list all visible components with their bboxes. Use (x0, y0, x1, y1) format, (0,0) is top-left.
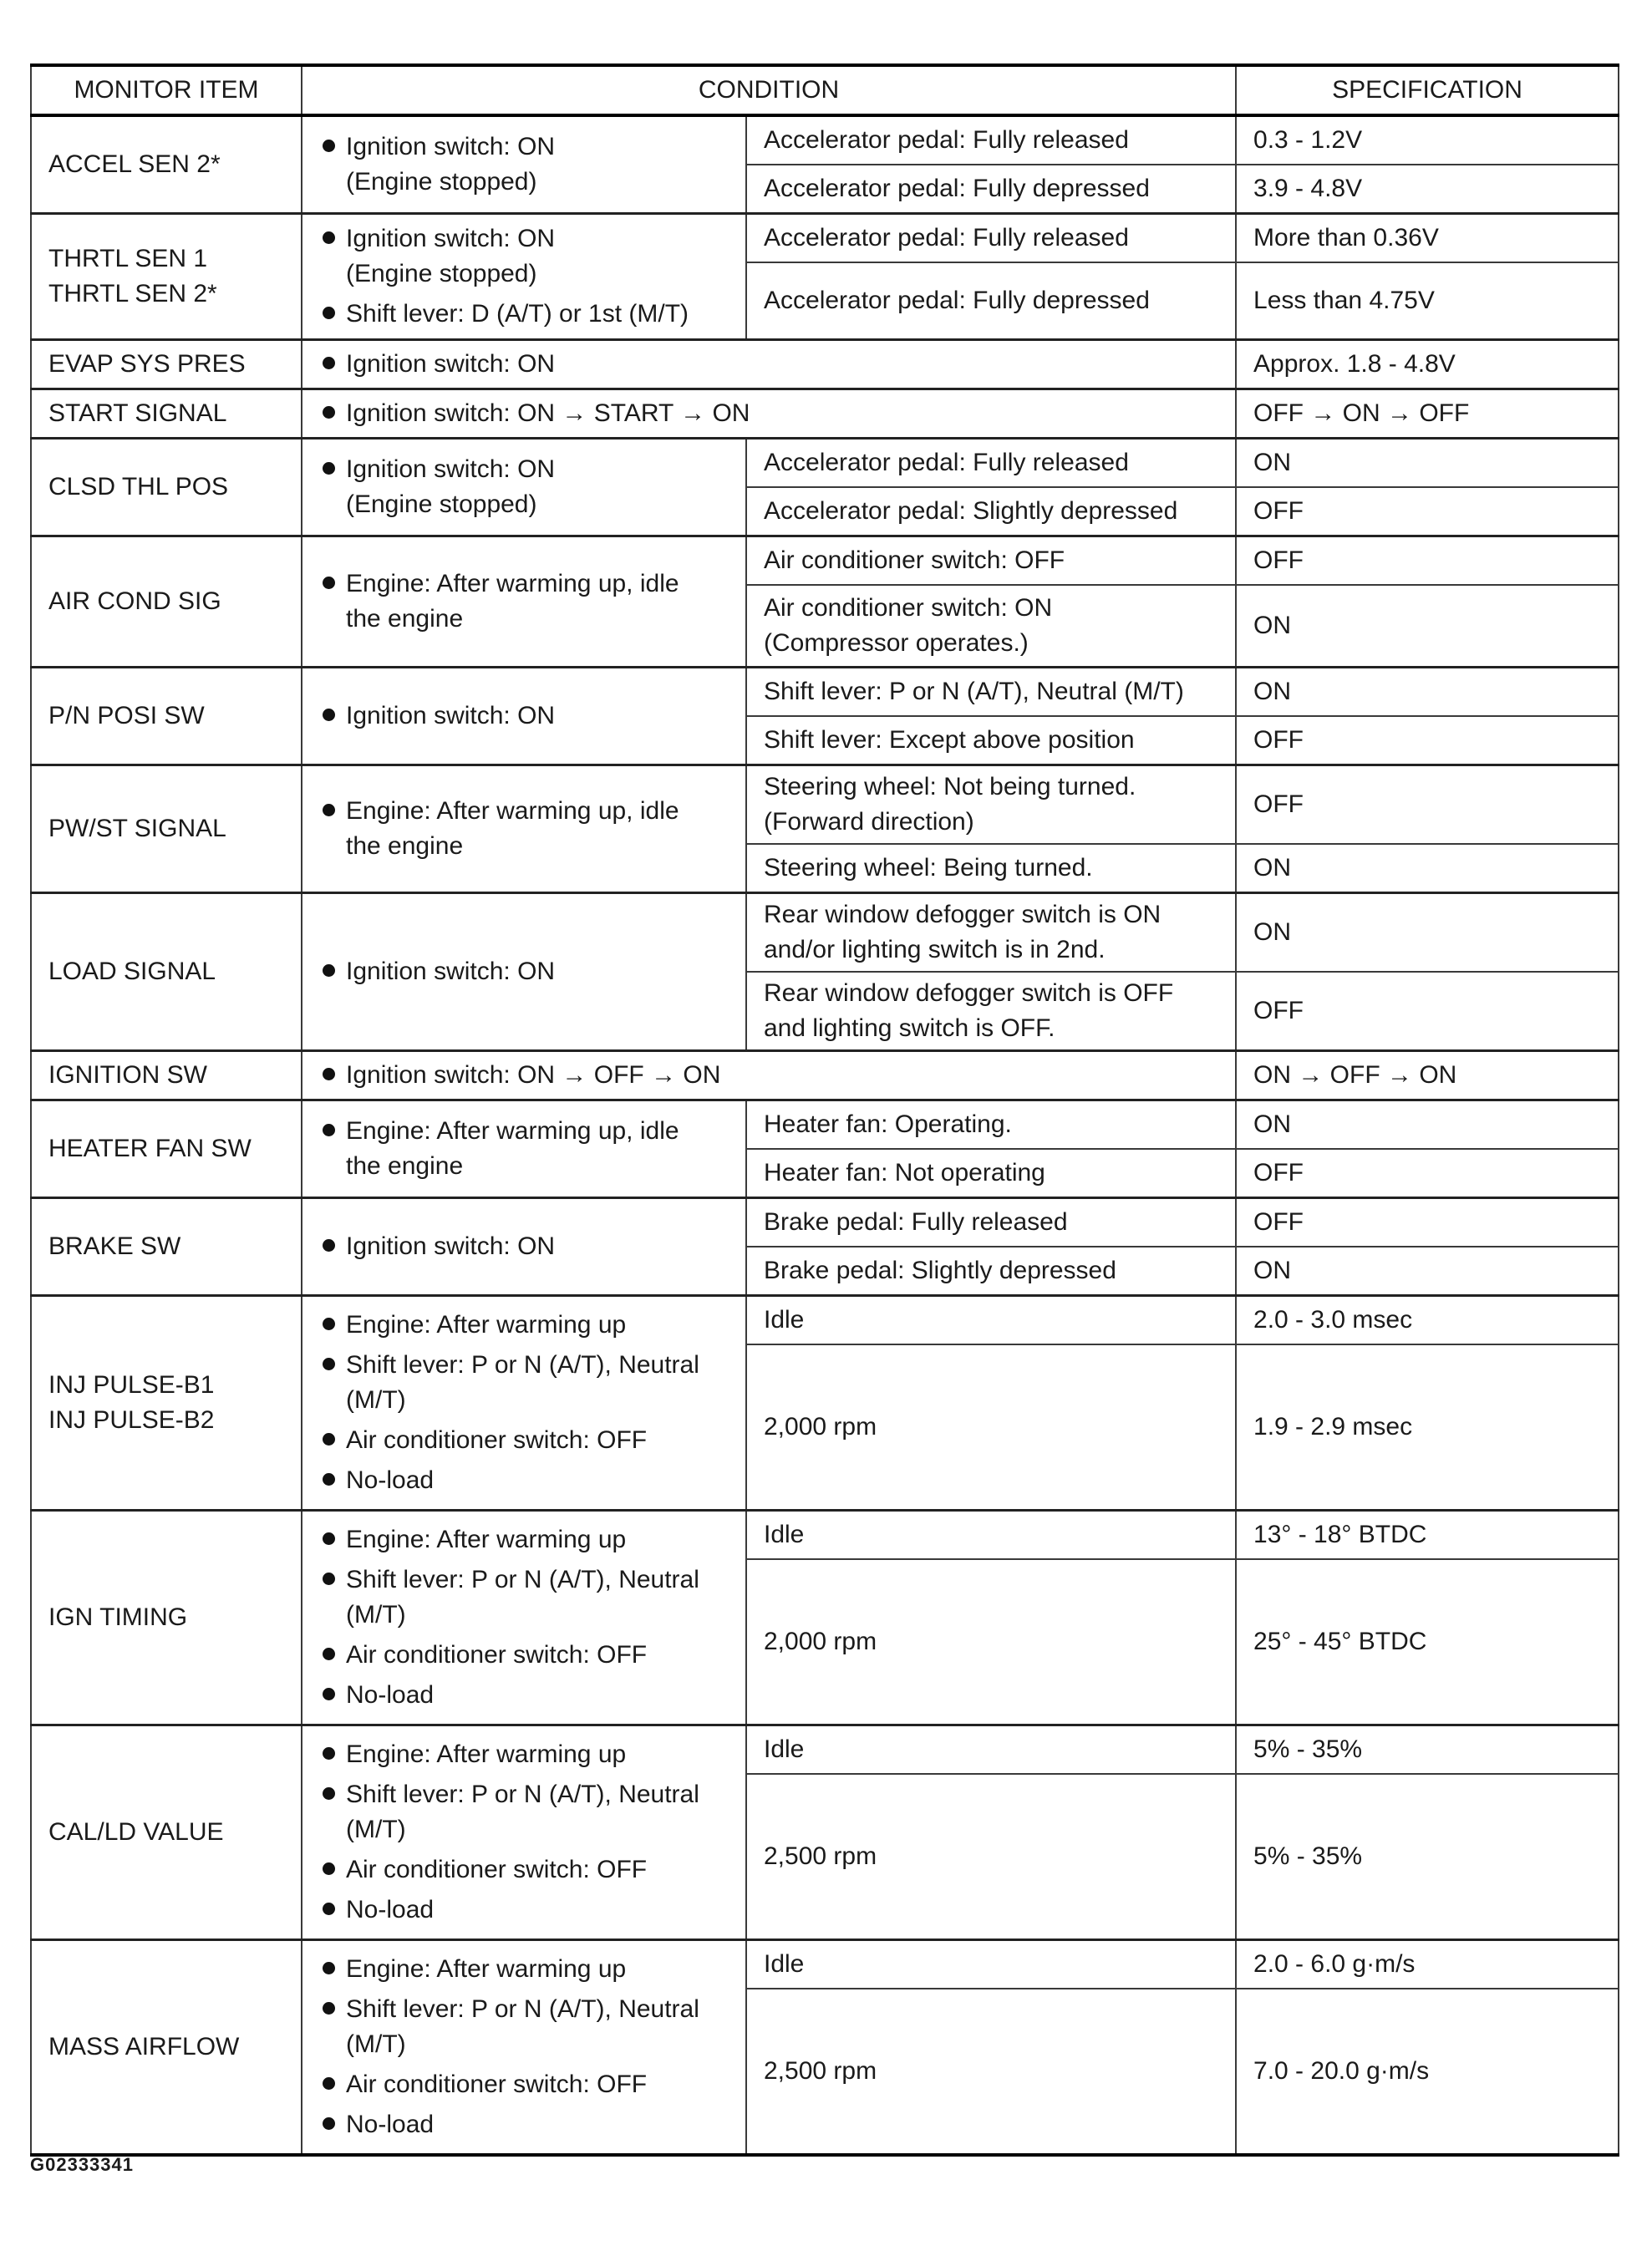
condition-cell (302, 389, 1236, 439)
condition-text: Engine: After warming up (346, 1740, 627, 1768)
specification-cell: 0.3 - 1.2V (1236, 115, 1619, 165)
bullet-icon (323, 1532, 335, 1545)
condition-item (319, 1229, 729, 1264)
sub-condition-cell: Rear window defogger switch is ON and/or lighting switch is in 2nd. (746, 893, 1236, 973)
condition-item (319, 1992, 729, 2062)
monitor-item-cell (31, 389, 302, 439)
specification-cell: 5% - 35% (1236, 1774, 1619, 1940)
monitor-item-label: PW/ST SIGNAL (48, 815, 226, 842)
specification-cell: OFF (1236, 716, 1619, 765)
bullet-icon (323, 1648, 335, 1660)
condition-text: Air conditioner switch: OFF (346, 1856, 648, 1883)
condition-item (319, 1777, 729, 1847)
bullet-icon (323, 1124, 335, 1136)
specification-cell: 3.9 - 4.8V (1236, 165, 1619, 214)
monitor-item-cell (31, 1296, 302, 1511)
specification-cell: 2.0 - 6.0 g·m/s (1236, 1940, 1619, 1989)
table-row (31, 115, 1619, 165)
monitor-item-cell (31, 668, 302, 765)
specification-cell: ON (1236, 668, 1619, 717)
condition-text: Ignition switch: ON → OFF → ON (346, 1061, 721, 1089)
bullet-icon (323, 1962, 335, 1974)
bullet-icon (323, 1239, 335, 1252)
table-row (31, 1511, 1619, 1560)
condition-list (319, 1952, 729, 2142)
bullet-icon (323, 804, 335, 816)
bullet-icon (323, 1747, 335, 1760)
condition-item (319, 1952, 729, 1987)
condition-list (319, 1308, 729, 1498)
condition-list (319, 130, 729, 200)
condition-text: Ignition switch: ON → START → ON (346, 399, 750, 427)
condition-cell (302, 1940, 746, 2156)
condition-item (319, 1058, 1218, 1093)
bullet-icon (323, 462, 335, 475)
monitor-item-cell (31, 893, 302, 1051)
monitor-item-cell (31, 1511, 302, 1725)
sub-condition-cell: Steering wheel: Not being turned. (Forward direction) (746, 765, 1236, 845)
sub-condition-cell: Shift lever: Except above position (746, 716, 1236, 765)
condition-list (319, 347, 1218, 382)
sub-condition-cell: Accelerator pedal: Fully released (746, 214, 1236, 263)
specification-cell: OFF (1236, 765, 1619, 845)
sub-condition-cell: Shift lever: P or N (A/T), Neutral (M/T) (746, 668, 1236, 717)
monitor-item-label: THRTL SEN 2* (48, 280, 217, 307)
condition-item (319, 1114, 729, 1184)
bullet-icon (323, 1473, 335, 1486)
monitor-item-cell (31, 1051, 302, 1100)
table-row (31, 214, 1619, 263)
table-row (31, 389, 1619, 439)
monitor-item-cell (31, 765, 302, 893)
condition-item (319, 567, 729, 637)
bullet-icon (323, 2117, 335, 2130)
monitor-item-cell (31, 1100, 302, 1198)
condition-text: Engine: After warming up, idle the engine (346, 570, 679, 633)
sub-condition-cell: Air conditioner switch: OFF (746, 536, 1236, 586)
specification-cell: OFF (1236, 1198, 1619, 1247)
condition-item (319, 1737, 729, 1772)
condition-text: Engine: After warming up (346, 1526, 627, 1553)
condition-item (319, 130, 729, 200)
bullet-icon (323, 1358, 335, 1370)
monitor-item-label: INJ PULSE-B1 (48, 1371, 215, 1399)
specification-cell: ON (1236, 1247, 1619, 1296)
condition-item (319, 954, 729, 989)
condition-item (319, 297, 729, 332)
figure-code: G02333341 (30, 2154, 134, 2175)
sub-condition-cell: Air conditioner switch: ON (Compressor operates.) (746, 585, 1236, 668)
sub-condition-cell: 2,500 rpm (746, 1989, 1236, 2155)
condition-text: Ignition switch: ON (346, 1232, 556, 1260)
sub-condition-cell: Accelerator pedal: Fully depressed (746, 165, 1236, 214)
monitor-item-cell (31, 340, 302, 389)
bullet-icon (323, 307, 335, 319)
condition-cell (302, 1051, 1236, 1100)
condition-cell (302, 1296, 746, 1511)
condition-text: Air conditioner switch: OFF (346, 1426, 648, 1454)
condition-list (319, 699, 729, 734)
condition-text: No-load (346, 1466, 435, 1494)
specification-cell: ON (1236, 844, 1619, 893)
bullet-icon (323, 2077, 335, 2090)
specification-cell: ON (1236, 893, 1619, 973)
condition-item (319, 1463, 729, 1498)
condition-cell (302, 1725, 746, 1940)
condition-text: Shift lever: P or N (A/T), Neutral (M/T) (346, 1781, 699, 1843)
condition-item (319, 347, 1218, 382)
bullet-icon (323, 1068, 335, 1080)
condition-text: No-load (346, 1896, 435, 1923)
specification-cell: 2.0 - 3.0 msec (1236, 1296, 1619, 1345)
specification-cell: ON (1236, 439, 1619, 488)
condition-item (319, 1348, 729, 1418)
bullet-icon (323, 1862, 335, 1875)
spec-table (30, 64, 1619, 2157)
table-row (31, 1296, 1619, 1345)
bullet-icon (323, 406, 335, 419)
sub-condition-cell: Idle (746, 1725, 1236, 1775)
condition-list (319, 794, 729, 864)
condition-text: Engine: After warming up (346, 1311, 627, 1339)
sub-condition-cell: Accelerator pedal: Fully depressed (746, 262, 1236, 340)
monitor-item-cell (31, 536, 302, 668)
condition-cell (302, 536, 746, 668)
monitor-item-label: EVAP SYS PRES (48, 350, 246, 378)
condition-text: Air conditioner switch: OFF (346, 1641, 648, 1669)
sub-condition-cell: Heater fan: Not operating (746, 1149, 1236, 1198)
specification-cell: More than 0.36V (1236, 214, 1619, 263)
monitor-item-label: P/N POSI SW (48, 702, 205, 729)
condition-text: Ignition switch: ON (Engine stopped) (346, 455, 556, 518)
table-row (31, 1198, 1619, 1247)
condition-cell (302, 340, 1236, 389)
condition-text: Engine: After warming up (346, 1955, 627, 1983)
sub-condition-cell: Heater fan: Operating. (746, 1100, 1236, 1150)
monitor-item-header: MONITOR ITEM (31, 65, 302, 115)
specification-cell: Approx. 1.8 - 4.8V (1236, 340, 1619, 389)
monitor-item-label: START SIGNAL (48, 399, 227, 427)
condition-text: Engine: After warming up, idle the engine (346, 1117, 679, 1180)
monitor-item-label: BRAKE SW (48, 1232, 181, 1260)
bullet-icon (323, 1433, 335, 1446)
specification-cell: OFF (1236, 536, 1619, 586)
condition-item (319, 794, 729, 864)
condition-text: Ignition switch: ON (346, 958, 556, 985)
condition-item (319, 1562, 729, 1633)
sub-condition-cell: Brake pedal: Slightly depressed (746, 1247, 1236, 1296)
condition-item (319, 699, 729, 734)
bullet-icon (323, 1903, 335, 1915)
specification-cell: ON (1236, 1100, 1619, 1150)
table-header (31, 65, 1619, 115)
sub-condition-cell: 2,000 rpm (746, 1344, 1236, 1511)
condition-list (319, 1229, 729, 1264)
condition-item (319, 1852, 729, 1888)
bullet-icon (323, 709, 335, 721)
specification-cell: 1.9 - 2.9 msec (1236, 1344, 1619, 1511)
monitor-item-label: CAL/LD VALUE (48, 1818, 224, 1846)
condition-cell (302, 1100, 746, 1198)
table-row (31, 340, 1619, 389)
condition-item (319, 2067, 729, 2102)
condition-item (319, 1308, 729, 1343)
condition-text: No-load (346, 2111, 435, 2138)
bullet-icon (323, 2002, 335, 2015)
monitor-item-label: IGN TIMING (48, 1603, 188, 1631)
specification-cell: ON → OFF → ON (1236, 1051, 1619, 1100)
condition-cell (302, 765, 746, 893)
table-row (31, 765, 1619, 845)
specification-cell: 7.0 - 20.0 g·m/s (1236, 1989, 1619, 2155)
specification-cell: OFF (1236, 1149, 1619, 1198)
condition-text: Shift lever: P or N (A/T), Neutral (M/T) (346, 1566, 699, 1629)
condition-list (319, 1737, 729, 1928)
condition-item (319, 1522, 729, 1557)
sub-condition-cell: Accelerator pedal: Fully released (746, 439, 1236, 488)
monitor-item-label: CLSD THL POS (48, 473, 229, 501)
monitor-item-cell (31, 1198, 302, 1296)
condition-cell (302, 1198, 746, 1296)
sub-condition-cell: Idle (746, 1511, 1236, 1560)
condition-item (319, 452, 729, 522)
sub-condition-cell: Idle (746, 1940, 1236, 1989)
bullet-icon (323, 140, 335, 152)
condition-text: Shift lever: P or N (A/T), Neutral (M/T) (346, 1995, 699, 2058)
monitor-item-cell (31, 214, 302, 340)
condition-list (319, 1058, 1218, 1093)
table-row (31, 1100, 1619, 1150)
condition-text: Shift lever: P or N (A/T), Neutral (M/T) (346, 1351, 699, 1414)
bullet-icon (323, 1688, 335, 1700)
condition-item (319, 1678, 729, 1713)
specification-cell: 25° - 45° BTDC (1236, 1559, 1619, 1725)
condition-item (319, 396, 1218, 431)
table-row (31, 668, 1619, 717)
specification-cell: ON (1236, 585, 1619, 668)
condition-text: Ignition switch: ON (346, 702, 556, 729)
condition-text: Ignition switch: ON (Engine stopped) (346, 133, 556, 196)
condition-cell (302, 668, 746, 765)
condition-list (319, 567, 729, 637)
specification-header: SPECIFICATION (1236, 65, 1619, 115)
condition-text: Ignition switch: ON (346, 350, 556, 378)
condition-list (319, 396, 1218, 431)
bullet-icon (323, 577, 335, 589)
sub-condition-cell: Brake pedal: Fully released (746, 1198, 1236, 1247)
monitor-item-cell (31, 1725, 302, 1940)
specification-cell: OFF (1236, 487, 1619, 536)
condition-list (319, 1522, 729, 1713)
condition-cell (302, 1511, 746, 1725)
condition-text: Ignition switch: ON (Engine stopped) (346, 225, 556, 287)
bullet-icon (323, 1318, 335, 1330)
table-row (31, 1940, 1619, 1989)
bullet-icon (323, 357, 335, 369)
sub-condition-cell: Idle (746, 1296, 1236, 1345)
sub-condition-cell: Accelerator pedal: Slightly depressed (746, 487, 1236, 536)
specification-cell: Less than 4.75V (1236, 262, 1619, 340)
bullet-icon (323, 231, 335, 244)
bullet-icon (323, 1573, 335, 1585)
condition-list (319, 452, 729, 522)
sub-condition-cell: Accelerator pedal: Fully released (746, 115, 1236, 165)
monitor-item-cell (31, 439, 302, 536)
specification-cell: 5% - 35% (1236, 1725, 1619, 1775)
monitor-item-label: HEATER FAN SW (48, 1135, 252, 1162)
monitor-item-label: ACCEL SEN 2* (48, 150, 221, 178)
condition-list (319, 954, 729, 989)
monitor-item-label: THRTL SEN 1 (48, 245, 208, 272)
condition-item (319, 1423, 729, 1458)
table-row (31, 439, 1619, 488)
condition-header: CONDITION (302, 65, 1236, 115)
sub-condition-cell: 2,500 rpm (746, 1774, 1236, 1940)
specification-cell: OFF (1236, 972, 1619, 1051)
condition-item (319, 221, 729, 292)
bullet-icon (323, 964, 335, 977)
condition-text: Engine: After warming up, idle the engine (346, 797, 679, 860)
condition-list (319, 221, 729, 332)
condition-cell (302, 115, 746, 214)
condition-item (319, 1893, 729, 1928)
condition-text: Air conditioner switch: OFF (346, 2071, 648, 2098)
bullet-icon (323, 1787, 335, 1800)
monitor-item-cell (31, 115, 302, 214)
table-row (31, 1051, 1619, 1100)
monitor-item-label: LOAD SIGNAL (48, 958, 216, 985)
condition-list (319, 1114, 729, 1184)
monitor-item-label: IGNITION SW (48, 1061, 207, 1089)
specification-cell: 13° - 18° BTDC (1236, 1511, 1619, 1560)
condition-cell (302, 214, 746, 340)
sub-condition-cell: Rear window defogger switch is OFF and lighting switch is OFF. (746, 972, 1236, 1051)
table-row (31, 1725, 1619, 1775)
condition-text: Shift lever: D (A/T) or 1st (M/T) (346, 300, 689, 328)
condition-item (319, 1638, 729, 1673)
monitor-item-label: INJ PULSE-B2 (48, 1406, 215, 1434)
monitor-item-cell (31, 1940, 302, 2156)
condition-text: No-load (346, 1681, 435, 1709)
condition-cell (302, 439, 746, 536)
monitor-item-label: MASS AIRFLOW (48, 2033, 240, 2060)
monitor-item-label: AIR COND SIG (48, 587, 221, 615)
condition-item (319, 2107, 729, 2142)
table-row (31, 536, 1619, 586)
sub-condition-cell: 2,000 rpm (746, 1559, 1236, 1725)
condition-cell (302, 893, 746, 1051)
sub-condition-cell: Steering wheel: Being turned. (746, 844, 1236, 893)
specification-cell: OFF → ON → OFF (1236, 389, 1619, 439)
table-row (31, 893, 1619, 973)
